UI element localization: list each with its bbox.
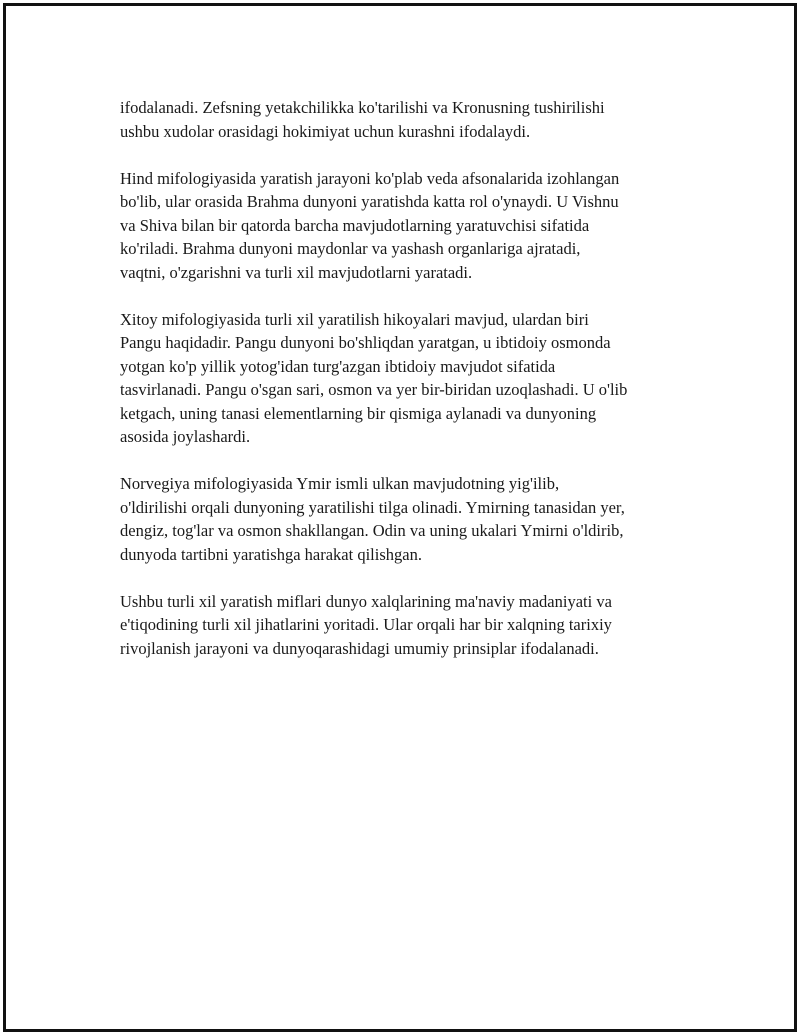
- paragraph-3: [120, 308, 700, 449]
- text-line: ketgach, uning tanasi elementlarning bir qismiga aylanadi va dunyoning: [120, 403, 597, 423]
- text-line: Hind mifologiyasida yaratish jarayoni ko'plab veda afsonalarida izohlangan: [120, 168, 620, 188]
- document-body: [120, 96, 700, 684]
- paragraph-4: [120, 472, 700, 566]
- paragraph-5: [120, 590, 700, 661]
- text-line: ushbu xudolar orasidagi hokimiyat uchun kurashni ifodalaydi.: [120, 121, 531, 141]
- text-line: rivojlanish jarayoni va dunyoqarashidagi umumiy prinsiplar ifodalanadi.: [120, 638, 599, 658]
- text-line: tasvirlanadi. Pangu o'sgan sari, osmon va yer bir-biridan uzoqlashadi. U o'lib: [120, 380, 628, 399]
- text-line: Ushbu turli xil yaratish miflari dunyo xalqlarining ma'naviy madaniyati va: [120, 591, 612, 611]
- text-line: va Shiva bilan bir qatorda barcha mavjudotlarning yaratuvchisi sifatida: [120, 215, 590, 235]
- text-line: Norvegiya mifologiyasida Ymir ismli ulkan mavjudotning yig'ilib,: [120, 474, 560, 493]
- text-line: bo'lib, ular orasida Brahma dunyoni yaratishda katta rol o'ynaydi. U Vishnu: [120, 192, 619, 211]
- text-line: yotgan ko'p yillik yotog'idan turg'azgan ibtidoiy mavjudot sifatida: [120, 356, 556, 376]
- text-line: dunyoda tartibni yaratishga harakat qilishgan.: [120, 544, 422, 564]
- text-line: Xitoy mifologiyasida turli xil yaratilish hikoyalari mavjud, ulardan biri: [120, 309, 589, 329]
- text-line: vaqtni, o'zgarishni va turli xil mavjudotlarni yaratadi.: [120, 262, 473, 282]
- text-line: ko'riladi. Brahma dunyoni maydonlar va yashash organlariga ajratadi,: [120, 239, 581, 258]
- text-line: dengiz, tog'lar va osmon shakllangan. Odin va uning ukalari Ymirni o'ldirib,: [120, 521, 624, 540]
- text-line: e'tiqodining turli xil jihatlarini yoritadi. Ular orqali har bir xalqning tarixiy: [120, 615, 612, 634]
- paragraph-1: [120, 96, 700, 143]
- text-line: asosida joylashardi.: [120, 427, 251, 446]
- paragraph-2: [120, 167, 700, 285]
- text-line: o'ldirilishi orqali dunyoning yaratilishi tilga olinadi. Ymirning tanasidan yer,: [120, 497, 625, 517]
- text-line: ifodalanadi. Zefsning yetakchilikka ko'tarilishi va Kronusning tushirilishi: [120, 98, 605, 117]
- document-page: [3, 3, 797, 1032]
- text-line: Pangu haqidadir. Pangu dunyoni bo'shliqdan yaratgan, u ibtidoiy osmonda: [120, 333, 611, 352]
